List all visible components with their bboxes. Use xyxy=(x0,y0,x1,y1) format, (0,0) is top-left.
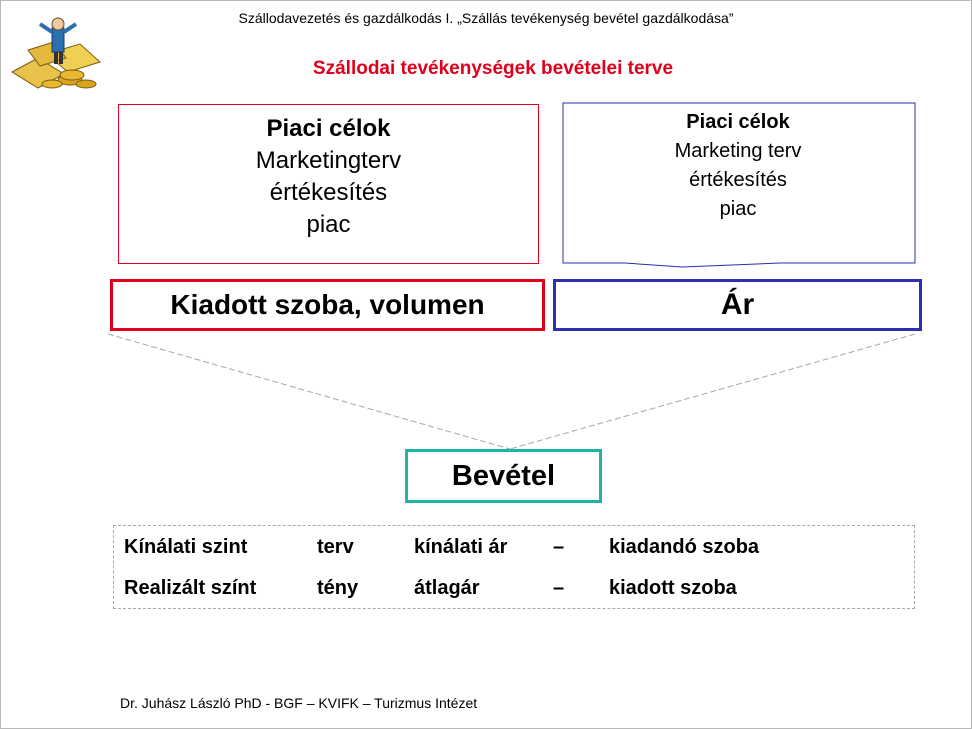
row-price: kínálati ár xyxy=(414,536,508,558)
price-box: Ár xyxy=(553,279,922,331)
left-goals-heading: Piaci célok xyxy=(266,115,391,142)
footer-author: Dr. Juhász László PhD - BGF – KVIFK – Turizmus Intézet xyxy=(120,695,478,711)
right-goals-heading: Piaci célok xyxy=(686,111,790,133)
row-price: átlagár xyxy=(414,577,480,599)
left-marketing-plan: Marketingterv xyxy=(255,147,402,174)
left-sales: értékesítés xyxy=(269,179,388,206)
revenue-box: Bevétel xyxy=(405,449,602,503)
slide-header: Szállodavezetés és gazdálkodás I. „Szállás tevékenység bevétel gazdálkodása” xyxy=(238,10,734,26)
row-dash: – xyxy=(553,577,565,599)
row-type: terv xyxy=(317,536,354,558)
right-marketing-plan: Marketing terv xyxy=(674,140,802,162)
diagram-title: Szállodai tevékenységek bevételei terve xyxy=(312,58,674,79)
volume-box: Kiadott szoba, volumen xyxy=(110,279,545,331)
row-type: tény xyxy=(317,577,359,599)
row-level: Kínálati szint xyxy=(124,536,248,558)
table-row xyxy=(114,536,914,562)
row-rooms: kiadott szoba xyxy=(609,577,737,599)
right-sales: értékesítés xyxy=(689,169,787,191)
revenue-table xyxy=(113,525,915,609)
left-market: piac xyxy=(306,211,351,238)
right-market: piac xyxy=(719,198,757,220)
table-row xyxy=(114,577,914,603)
row-level: Realizált színt xyxy=(124,577,257,599)
row-rooms: kiadandó szoba xyxy=(609,536,760,558)
row-dash: – xyxy=(553,536,565,558)
